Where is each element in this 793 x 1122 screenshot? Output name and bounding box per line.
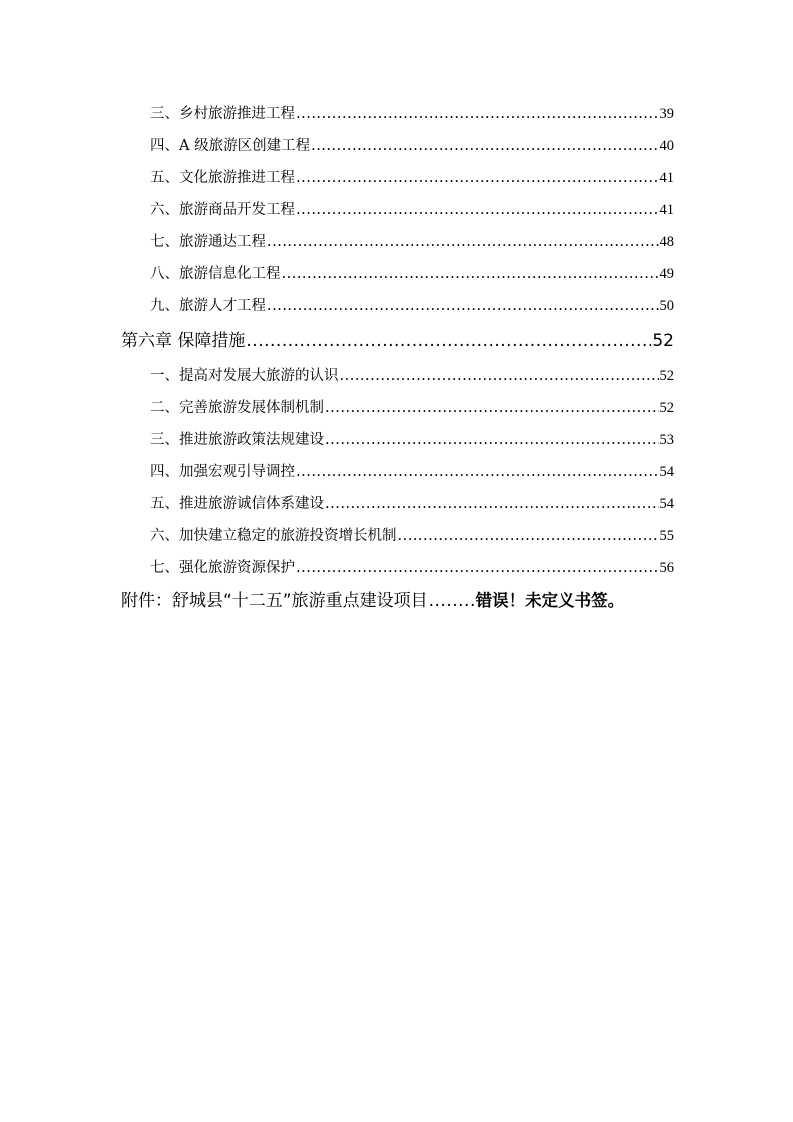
toc-entry-page: 41 (659, 170, 674, 186)
toc-entry-page: 52 (659, 400, 674, 416)
toc-entry-page: 56 (659, 560, 674, 576)
toc-entry-label: 一、提高对发展大旅游的认识 (150, 368, 339, 384)
dot-leader (296, 202, 659, 218)
toc-entry-page: 54 (659, 464, 674, 480)
toc-entry[interactable] (150, 556, 674, 577)
toc-entry[interactable] (150, 428, 674, 449)
toc-entry[interactable] (150, 396, 674, 417)
toc-entry-page: 50 (659, 298, 674, 314)
dot-leader (296, 106, 659, 122)
dot-leader (296, 464, 659, 480)
toc-entry-page: 39 (659, 106, 674, 122)
toc-entry-page: 53 (659, 432, 674, 448)
dot-leader (429, 591, 475, 611)
toc-entry-label: 三、推进旅游政策法规建设 (150, 432, 324, 448)
toc-appendix-entry[interactable] (121, 586, 681, 611)
toc-entry-label: 七、强化旅游资源保护 (150, 560, 295, 576)
dot-leader (246, 331, 651, 351)
toc-entry[interactable] (150, 294, 674, 315)
toc-entry[interactable] (150, 460, 674, 481)
dot-leader (325, 400, 659, 416)
toc-entry[interactable] (150, 230, 674, 251)
toc-entry-page: 54 (659, 496, 674, 512)
chapter-title: 第六章 保障措施 (121, 331, 246, 351)
bookmark-error-text: 错误！未定义书签。 (475, 591, 625, 610)
toc-entry-page: 48 (659, 234, 674, 250)
toc-entry-page: 49 (659, 266, 674, 282)
dot-leader (325, 432, 659, 448)
toc-entry[interactable] (150, 198, 674, 219)
toc-entry-label: 三、乡村旅游推进工程 (150, 106, 295, 122)
dot-leader (340, 368, 659, 384)
toc-chapter-heading[interactable] (121, 326, 674, 351)
toc-entry[interactable] (150, 524, 674, 545)
dot-leader (311, 138, 658, 154)
toc-entry[interactable] (150, 364, 674, 385)
toc-entry[interactable] (150, 102, 674, 123)
toc-entry-label: 九、旅游人才工程 (150, 298, 266, 314)
toc-entry-label: 六、加快建立稳定的旅游投资增长机制 (150, 528, 397, 544)
toc-entry-label: 五、文化旅游推进工程 (150, 170, 295, 186)
chapter-page: 52 (652, 331, 674, 351)
dot-leader (296, 560, 659, 576)
toc-entry-label: 四、加强宏观引导调控 (150, 464, 295, 480)
toc-entry-label: 四、A 级旅游区创建工程 (150, 138, 311, 154)
appendix-title: 附件：舒城县“十二五”旅游重点建设项目 (121, 591, 428, 611)
dot-leader (325, 496, 659, 512)
dot-leader (398, 528, 659, 544)
toc-entry-page: 41 (659, 202, 674, 218)
dot-leader (267, 234, 659, 250)
toc-entry-page: 40 (659, 138, 674, 154)
dot-leader (267, 298, 659, 314)
toc-entry-label: 七、旅游通达工程 (150, 234, 266, 250)
toc-entry[interactable] (150, 166, 674, 187)
toc-entry[interactable] (150, 134, 674, 155)
toc-entry[interactable] (150, 492, 674, 513)
dot-leader (282, 266, 659, 282)
toc-entry-label: 五、推进旅游诚信体系建设 (150, 496, 324, 512)
dot-leader (296, 170, 659, 186)
toc-entry[interactable] (150, 262, 674, 283)
toc-entry-page: 52 (659, 368, 674, 384)
toc-entry-label: 二、完善旅游发展体制机制 (150, 400, 324, 416)
toc-entry-label: 六、旅游商品开发工程 (150, 202, 295, 218)
toc-entry-page: 55 (659, 528, 674, 544)
toc-entry-label: 八、旅游信息化工程 (150, 266, 281, 282)
